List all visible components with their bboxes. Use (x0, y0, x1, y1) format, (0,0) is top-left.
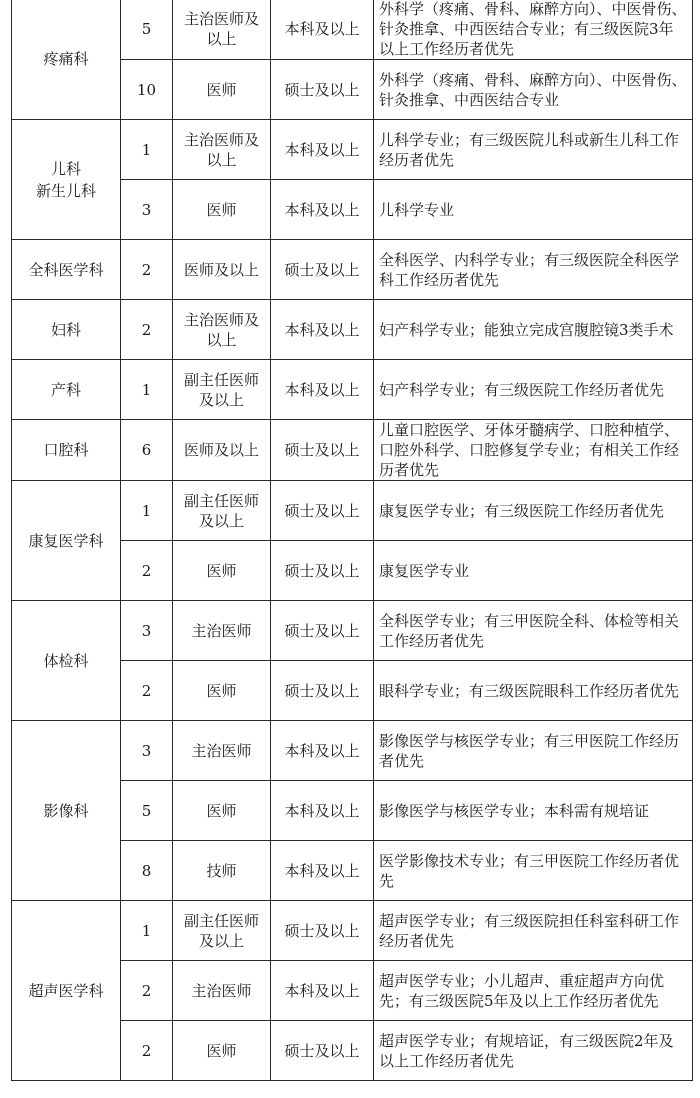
education-cell: 本科及以上 (271, 0, 374, 60)
requirements-cell: 超声医学专业；有规培证，有三级医院2年及以上工作经历者优先 (374, 1021, 693, 1081)
department-name: 疼痛科 (43, 50, 89, 68)
department-name: 妇科 (50, 320, 81, 339)
requirements-cell: 影像医学与核医学专业；有三甲医院工作经历者优先 (374, 721, 693, 781)
department-cell (12, 120, 121, 240)
job-title-cell: 主治医师 (173, 961, 271, 1021)
headcount-cell: 1 (121, 481, 173, 541)
table-body (12, 0, 693, 1081)
education-cell: 硕士及以上 (271, 1021, 374, 1081)
education-cell: 本科及以上 (271, 360, 374, 420)
table-row (12, 240, 693, 300)
education-cell: 本科及以上 (271, 961, 374, 1021)
job-title-cell: 医师 (173, 1021, 271, 1081)
department-cell (12, 901, 121, 1081)
department-cell (12, 420, 121, 481)
requirements-cell: 儿科学专业 (374, 180, 693, 240)
department-cell (12, 721, 121, 901)
job-title-cell: 医师 (173, 180, 271, 240)
department-cell (12, 300, 121, 360)
education-cell: 本科及以上 (271, 120, 374, 180)
education-cell: 硕士及以上 (271, 60, 374, 120)
education-cell: 本科及以上 (271, 781, 374, 841)
headcount-cell: 2 (121, 961, 173, 1021)
department-cell (12, 481, 121, 601)
requirements-cell: 妇产科学专业；能独立完成宫腹腔镜3类手术 (374, 300, 693, 360)
requirements-cell: 外科学（疼痛、骨科、麻醉方向）、中医骨伤、针灸推拿、中西医结合专业；有三级医院3年以上工作经历者优先 (374, 0, 693, 60)
job-title-cell: 医师 (173, 60, 271, 120)
headcount-cell: 8 (121, 841, 173, 901)
headcount-cell: 2 (121, 300, 173, 360)
department-cell (12, 601, 121, 721)
table-row (12, 0, 693, 60)
education-cell: 硕士及以上 (271, 901, 374, 961)
headcount-cell: 2 (121, 1021, 173, 1081)
headcount-cell: 3 (121, 601, 173, 661)
job-title-cell: 医师及以上 (173, 240, 271, 300)
job-title-cell: 主治医师 (173, 721, 271, 781)
job-title-cell: 医师 (173, 541, 271, 601)
headcount-cell: 2 (121, 661, 173, 721)
recruitment-table (11, 0, 693, 1081)
headcount-cell: 1 (121, 901, 173, 961)
department-name: 全科医学科 (28, 260, 104, 279)
headcount-cell: 5 (121, 781, 173, 841)
job-title-cell: 主治医师 (173, 601, 271, 661)
headcount-cell: 1 (121, 360, 173, 420)
education-cell: 硕士及以上 (271, 240, 374, 300)
education-cell: 本科及以上 (271, 180, 374, 240)
department-cell (12, 0, 121, 120)
requirements-cell: 妇产科学专业；有三级医院工作经历者优先 (374, 360, 693, 420)
requirements-cell: 影像医学与核医学专业；本科需有规培证 (374, 781, 693, 841)
department-name: 新生儿科 (35, 181, 96, 200)
headcount-cell: 3 (121, 721, 173, 781)
job-title-cell: 副主任医师 及以上 (173, 901, 271, 961)
education-cell: 硕士及以上 (271, 601, 374, 661)
department-name: 儿科 (50, 159, 81, 178)
job-title-cell: 技师 (173, 841, 271, 901)
job-title-cell: 副主任医师 及以上 (173, 360, 271, 420)
headcount-cell: 10 (121, 60, 173, 120)
department-name: 影像科 (43, 801, 89, 820)
department-name: 产科 (50, 380, 81, 399)
requirements-cell: 儿童口腔医学、牙体牙髓病学、口腔种植学、口腔外科学、口腔修复学专业；有相关工作经历者优先 (374, 420, 693, 481)
headcount-cell: 1 (121, 120, 173, 180)
requirements-cell: 全科医学专业；有三甲医院全科、体检等相关工作经历者优先 (374, 601, 693, 661)
job-title-cell: 医师 (173, 661, 271, 721)
education-cell: 硕士及以上 (271, 420, 374, 481)
requirements-cell: 外科学（疼痛、骨科、麻醉方向）、中医骨伤、针灸推拿、中西医结合专业 (374, 60, 693, 120)
table-row (12, 901, 693, 961)
table-row (12, 360, 693, 420)
job-title-cell: 主治医师及 以上 (173, 300, 271, 360)
requirements-cell: 儿科学专业；有三级医院儿科或新生儿科工作经历者优先 (374, 120, 693, 180)
department-name: 康复医学科 (28, 531, 104, 550)
headcount-cell: 3 (121, 180, 173, 240)
department-name: 口腔科 (43, 441, 89, 459)
requirements-cell: 超声医学专业；小儿超声、重症超声方向优先；有三级医院5年及以上工作经历者优先 (374, 961, 693, 1021)
department-name: 体检科 (43, 651, 89, 670)
table-row (12, 120, 693, 180)
table-row (12, 481, 693, 541)
requirements-cell: 眼科学专业；有三级医院眼科工作经历者优先 (374, 661, 693, 721)
department-cell (12, 360, 121, 420)
education-cell: 本科及以上 (271, 721, 374, 781)
table-row (12, 300, 693, 360)
department-cell (12, 240, 121, 300)
table-row (12, 601, 693, 661)
job-title-cell: 医师 (173, 781, 271, 841)
education-cell: 本科及以上 (271, 300, 374, 360)
requirements-cell: 医学影像技术专业；有三甲医院工作经历者优先 (374, 841, 693, 901)
department-name: 超声医学科 (28, 981, 104, 1000)
requirements-cell: 超声医学专业；有三级医院担任科室科研工作经历者优先 (374, 901, 693, 961)
table-row (12, 721, 693, 781)
education-cell: 本科及以上 (271, 841, 374, 901)
table-row (12, 420, 693, 481)
education-cell: 硕士及以上 (271, 541, 374, 601)
requirements-cell: 康复医学专业；有三级医院工作经历者优先 (374, 481, 693, 541)
headcount-cell: 6 (121, 420, 173, 481)
education-cell: 硕士及以上 (271, 481, 374, 541)
requirements-cell: 全科医学、内科学专业；有三级医院全科医学科工作经历者优先 (374, 240, 693, 300)
job-title-cell: 副主任医师 及以上 (173, 481, 271, 541)
job-title-cell: 主治医师及 以上 (173, 120, 271, 180)
requirements-cell: 康复医学专业 (374, 541, 693, 601)
headcount-cell: 2 (121, 240, 173, 300)
job-title-cell: 主治医师及 以上 (173, 0, 271, 60)
headcount-cell: 5 (121, 0, 173, 60)
headcount-cell: 2 (121, 541, 173, 601)
job-title-cell: 医师及以上 (173, 420, 271, 481)
education-cell: 硕士及以上 (271, 661, 374, 721)
